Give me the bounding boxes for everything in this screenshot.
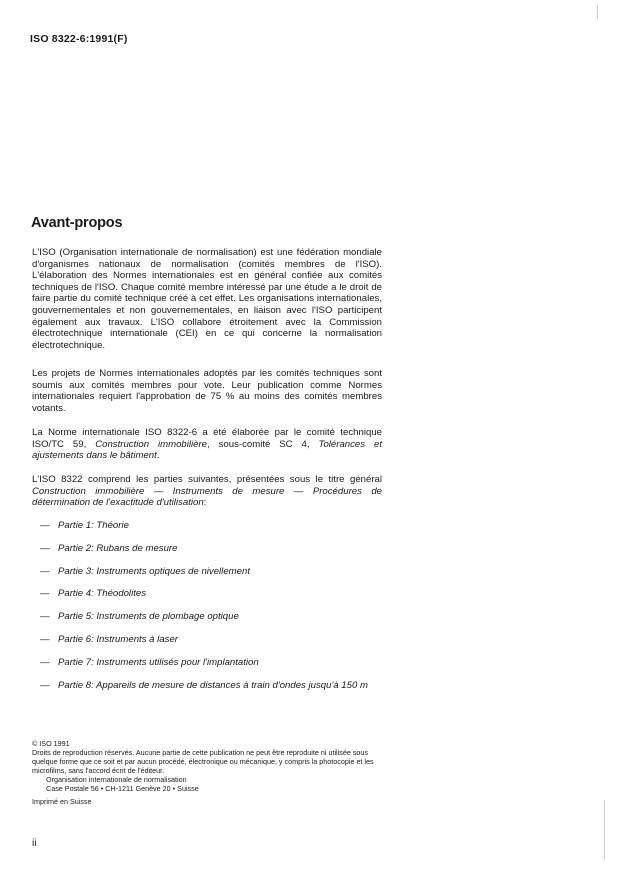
foreword-paragraph-3 xyxy=(32,427,382,462)
paragraph-3-end: . xyxy=(156,450,160,462)
scan-edge-mark xyxy=(597,5,598,19)
paragraph-4-text: L'ISO 8322 comprend les parties suivantes, présentées sous le titre général xyxy=(32,474,382,485)
paragraph-4-end: : xyxy=(203,497,207,509)
subcommittee-title: Tolérances et ajustements dans le bâtiment xyxy=(32,438,382,462)
list-dash: — xyxy=(40,611,50,623)
rights-statement: Droits de reproduction réservés. Aucune partie de cette publication ne peut être reproduite ni utilisée sous quelque forme que ce soit et par aucun procédé, électronique ou mécanique, y compris la photocopie et les microfilms, sans l'accord écrit de l'éditeur. xyxy=(32,748,374,775)
list-item xyxy=(40,634,390,657)
part-title: Partie 8: Appareils de mesure de distances à train d'ondes jusqu'à 150 m xyxy=(58,679,368,691)
copyright-block xyxy=(32,739,387,806)
list-dash: — xyxy=(40,588,50,600)
list-dash: — xyxy=(40,542,50,554)
parts-list xyxy=(40,520,390,691)
series-title: Construction immobilière — Instruments de mesure — Procédures de détermination de l'exactitude d'utilisation xyxy=(32,485,382,509)
foreword-paragraph-2: Les projets de Normes internationales adoptés par les comités techniques sont soumis aux comités membres pour vote. Leur publication comme Normes internationales requiert l'approbation de 75 % au moins des comités membres votants. xyxy=(32,368,382,414)
foreword-heading: Avant-propos xyxy=(31,215,123,231)
printed-in: Imprimé en Suisse xyxy=(32,797,92,806)
list-item xyxy=(40,520,390,543)
paragraph-3-subcommittee: , sous-comité SC 4, xyxy=(207,438,310,450)
list-dash: — xyxy=(40,633,50,645)
document-id: ISO 8322-6:1991(F) xyxy=(30,33,128,45)
part-title: Partie 2: Rubans de mesure xyxy=(58,542,178,554)
part-title: Partie 3: Instruments optiques de nivellement xyxy=(58,565,250,577)
list-dash: — xyxy=(40,520,50,531)
list-item xyxy=(40,657,390,680)
page-number: ii xyxy=(32,838,37,849)
publisher-name: Organisation internationale de normalisation xyxy=(46,775,187,784)
committee-title: Construction immobilière xyxy=(95,438,208,450)
part-title: Partie 4: Théodolites xyxy=(58,588,146,600)
copyright-notice: © ISO 1991 xyxy=(32,739,70,748)
list-item xyxy=(40,588,390,611)
foreword-paragraph-4 xyxy=(32,474,382,509)
part-title: Partie 6: Instruments à laser xyxy=(58,633,178,645)
list-item xyxy=(40,680,390,692)
list-item xyxy=(40,611,390,634)
list-dash: — xyxy=(40,565,50,577)
list-item xyxy=(40,566,390,589)
foreword-paragraph-1: L'ISO (Organisation internationale de normalisation) est une fédération mondiale d'organismes nationaux de normalisation (comités membres de l'ISO). L'élaboration des Normes internationales est en général confiée aux comités techniques de l'ISO. Chaque comité membre intéressé par une étude a le droit de faire partie du comité technique créé à cet effet. Les organisations internationales, gouvernementales et non gouvernementales, en liaison avec l'ISO participent également aux travaux. L'ISO collabore étroitement avec la Commission électrotechnique internationale (CEI) en ce qui concerne la normalisation électrotechnique. xyxy=(32,247,382,351)
part-title: Partie 5: Instruments de plombage optique xyxy=(58,611,239,623)
list-dash: — xyxy=(40,679,50,691)
publisher-address: Case Postale 56 • CH-1211 Genève 20 • Suisse xyxy=(46,784,199,793)
list-item xyxy=(40,543,390,566)
paragraph-3-text: La Norme internationale ISO 8322-6 a été élaborée par le comité technique ISO/TC 59, xyxy=(32,427,382,450)
part-title: Partie 1: Théorie xyxy=(58,520,129,531)
list-dash: — xyxy=(40,656,50,668)
scan-edge-mark xyxy=(604,800,605,860)
part-title: Partie 7: Instruments utilisés pour l'implantation xyxy=(58,656,259,668)
